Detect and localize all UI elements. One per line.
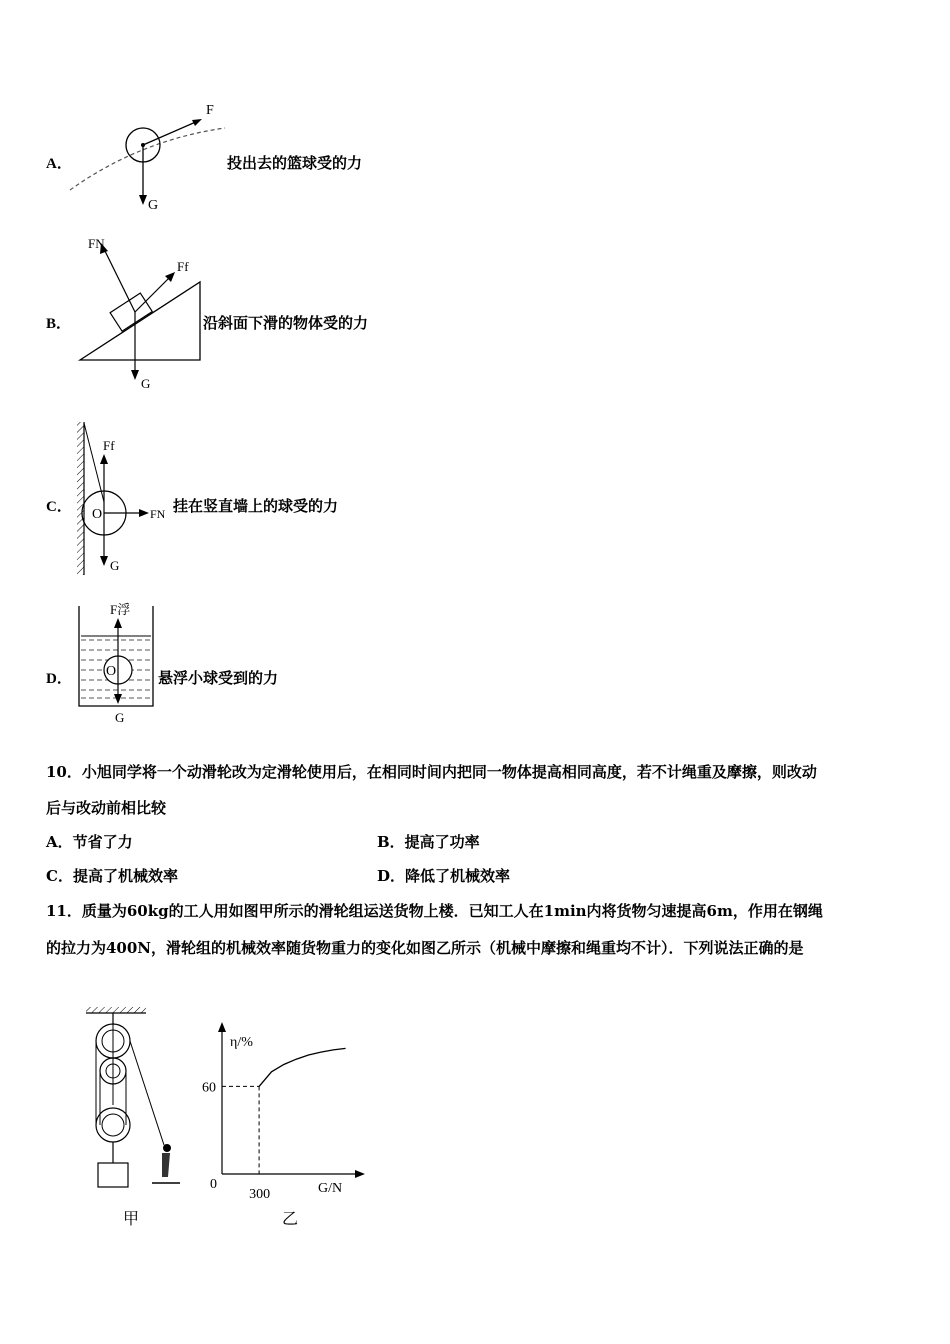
center-label-O: O — [92, 507, 103, 522]
force-label-G: G — [148, 198, 159, 213]
option-d-caption: 悬浮小球受到的力 — [158, 669, 279, 687]
force-label-G: G — [115, 710, 125, 725]
figure-yi-label: 乙 — [282, 1209, 299, 1228]
figure-jia-label: 甲 — [123, 1209, 140, 1228]
q10-option-b: B．提高了功率 — [377, 833, 480, 851]
option-b-caption: 沿斜面下滑的物体受的力 — [203, 314, 369, 332]
force-label-Ff: Ff — [103, 438, 115, 453]
efficiency-curve — [259, 1048, 346, 1086]
y-tick-label-60: 60 — [202, 1080, 216, 1096]
force-label-FN: FN — [88, 236, 105, 251]
force-label-Ff: Ff — [177, 259, 189, 274]
pulley-system-figure — [78, 1005, 188, 1195]
force-label-G: G — [110, 558, 120, 573]
x-axis-arrow — [355, 1170, 365, 1178]
q10-stem-line1: 10．小旭同学将一个动滑轮改为定滑轮使用后，在相同时间内把同一物体提高相同高度，若不计绳重及摩擦，则改动 — [46, 763, 817, 781]
option-d-letter: D． — [46, 671, 72, 687]
wall-ball-force-diagram — [75, 420, 185, 580]
x-tick-label-300: 300 — [249, 1187, 271, 1202]
option-c-letter: C． — [46, 499, 72, 515]
q11-stem-line1: 11．质量为60kg的工人用如图甲所示的滑轮组运送货物上楼．已知工人在1min内将货物匀速提高6m，作用在钢绳 — [46, 902, 823, 920]
center-label-O: O — [106, 664, 117, 679]
origin-label: 0 — [210, 1177, 217, 1192]
q10-option-c: C．提高了机械效率 — [46, 867, 178, 885]
option-b-letter: B． — [46, 316, 72, 332]
q10-stem-line2: 后与改动前相比较 — [46, 799, 167, 817]
q10-option-d: D．降低了机械效率 — [377, 867, 511, 885]
option-c-caption: 挂在竖直墙上的球受的力 — [173, 497, 339, 515]
force-label-FN: FN — [150, 507, 166, 521]
q10-option-a: A．节省了力 — [46, 833, 133, 851]
x-axis-label: G/N — [318, 1181, 343, 1196]
floating-ball-force-diagram — [75, 598, 165, 728]
efficiency-chart — [190, 1020, 380, 1205]
option-a-letter: A． — [46, 156, 72, 172]
q11-stem-line2: 的拉力为400N，滑轮组的机械效率随货物重力的变化如图乙所示（机械中摩擦和绳重均不计）．下列说法正确的是 — [46, 939, 804, 957]
y-axis-label: η/% — [230, 1035, 253, 1050]
y-axis-arrow — [218, 1022, 226, 1032]
force-label-G: G — [141, 376, 151, 391]
force-label-Ffu: F浮 — [110, 602, 131, 617]
basketball-force-diagram — [60, 95, 230, 215]
force-label-F: F — [206, 103, 214, 118]
option-a-caption: 投出去的篮球受的力 — [227, 154, 363, 172]
incline-force-diagram — [78, 232, 208, 392]
